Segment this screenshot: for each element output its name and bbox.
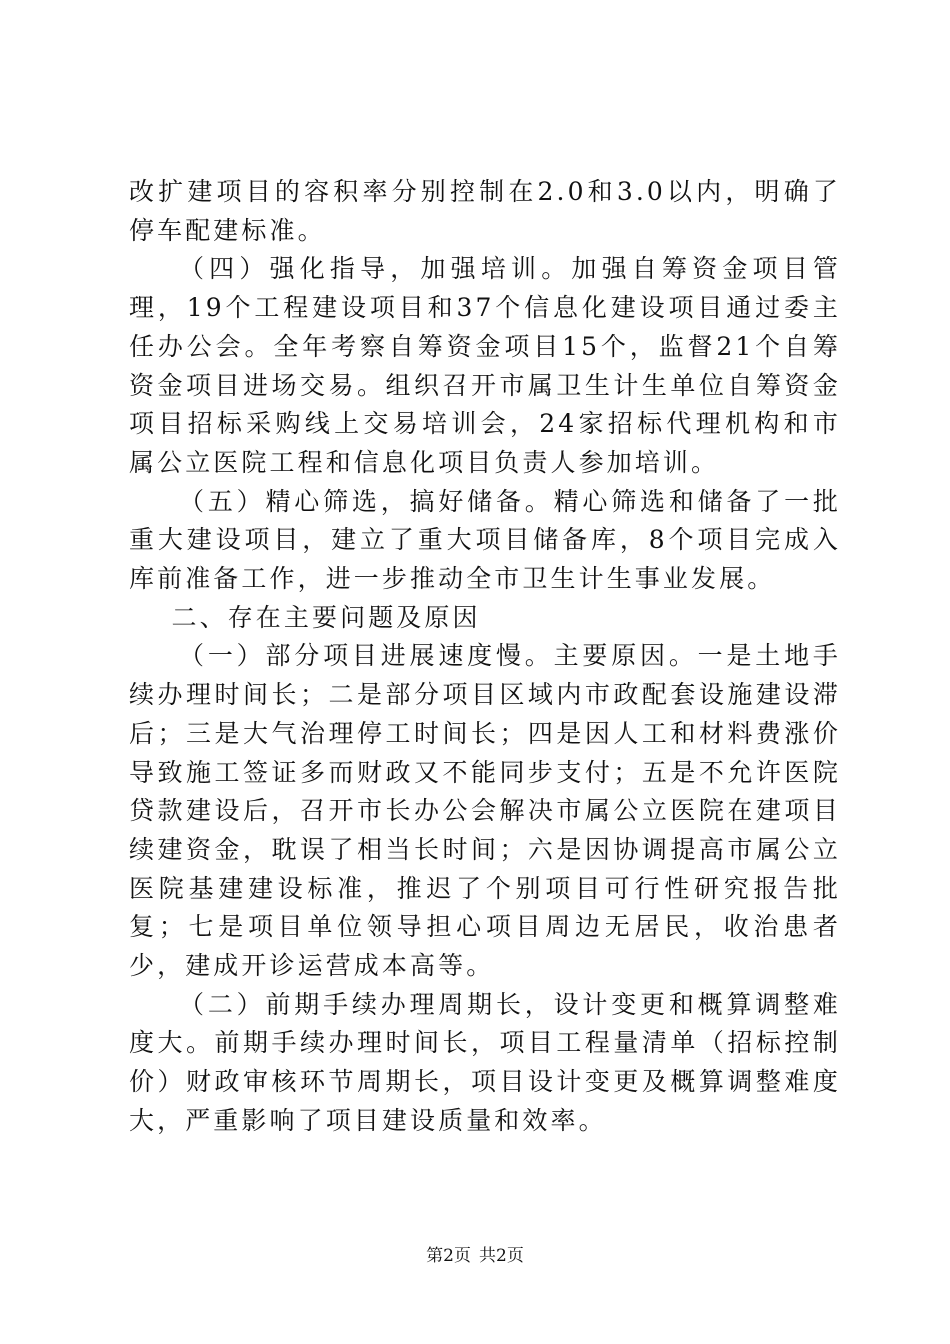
page-number-total: 共2页 <box>479 1246 524 1266</box>
paragraph-training: （四）强化指导，加强培训。加强自筹资金项目管理，19个工程建设项目和37个信息化建设项目通过委主任办公会。全年考察自筹资金项目15个，监督21个自筹资金项目进场交易。组织召开市属卫生计生单位自筹资金项目招标采购线上交易培训会，24家招标代理机构和市属公立医院工程和信息化项目负责人参加培训。 <box>129 254 841 477</box>
paragraph-reserve: （五）精心筛选，搞好储备。精心筛选和储备了一批重大建设项目，建立了重大项目储备库，8个项目完成入库前准备工作，进一步推动全市卫生计生事业发展。 <box>129 486 841 594</box>
paragraph-continued: 改扩建项目的容积率分别控制在2.0和3.0以内，明确了停车配建标准。 <box>129 177 841 245</box>
document-body <box>129 173 841 1141</box>
paragraph-slow-progress: （一）部分项目进展速度慢。主要原因。一是土地手续办理时间长；二是部分项目区域内市政配套设施建设滞后；三是大气治理停工时间长；四是因人工和材料费涨价导致施工签证多而财政又不能同步支付；五是不允许医院贷款建设后，召开市长办公会解决市属公立医院在建项目续建资金，耽误了相当长时间；六是因协调提高市属公立医院基建建设标准，推迟了个别项目可行性研究报告批复；七是项目单位领导担心项目周边无居民，收治患者少，建成开诊运营成本高等。 <box>129 641 841 981</box>
paragraph-long-procedures: （二）前期手续办理周期长，设计变更和概算调整难度大。前期手续办理时间长，项目工程量清单（招标控制价）财政审核环节周期长，项目设计变更及概算调整难度大，严重影响了项目建设质量和效率。 <box>129 989 841 1135</box>
page-footer <box>0 1246 950 1266</box>
section-heading-problems: 二、存在主要问题及原因 <box>171 602 481 632</box>
page-number-current: 第2页 <box>426 1246 471 1266</box>
